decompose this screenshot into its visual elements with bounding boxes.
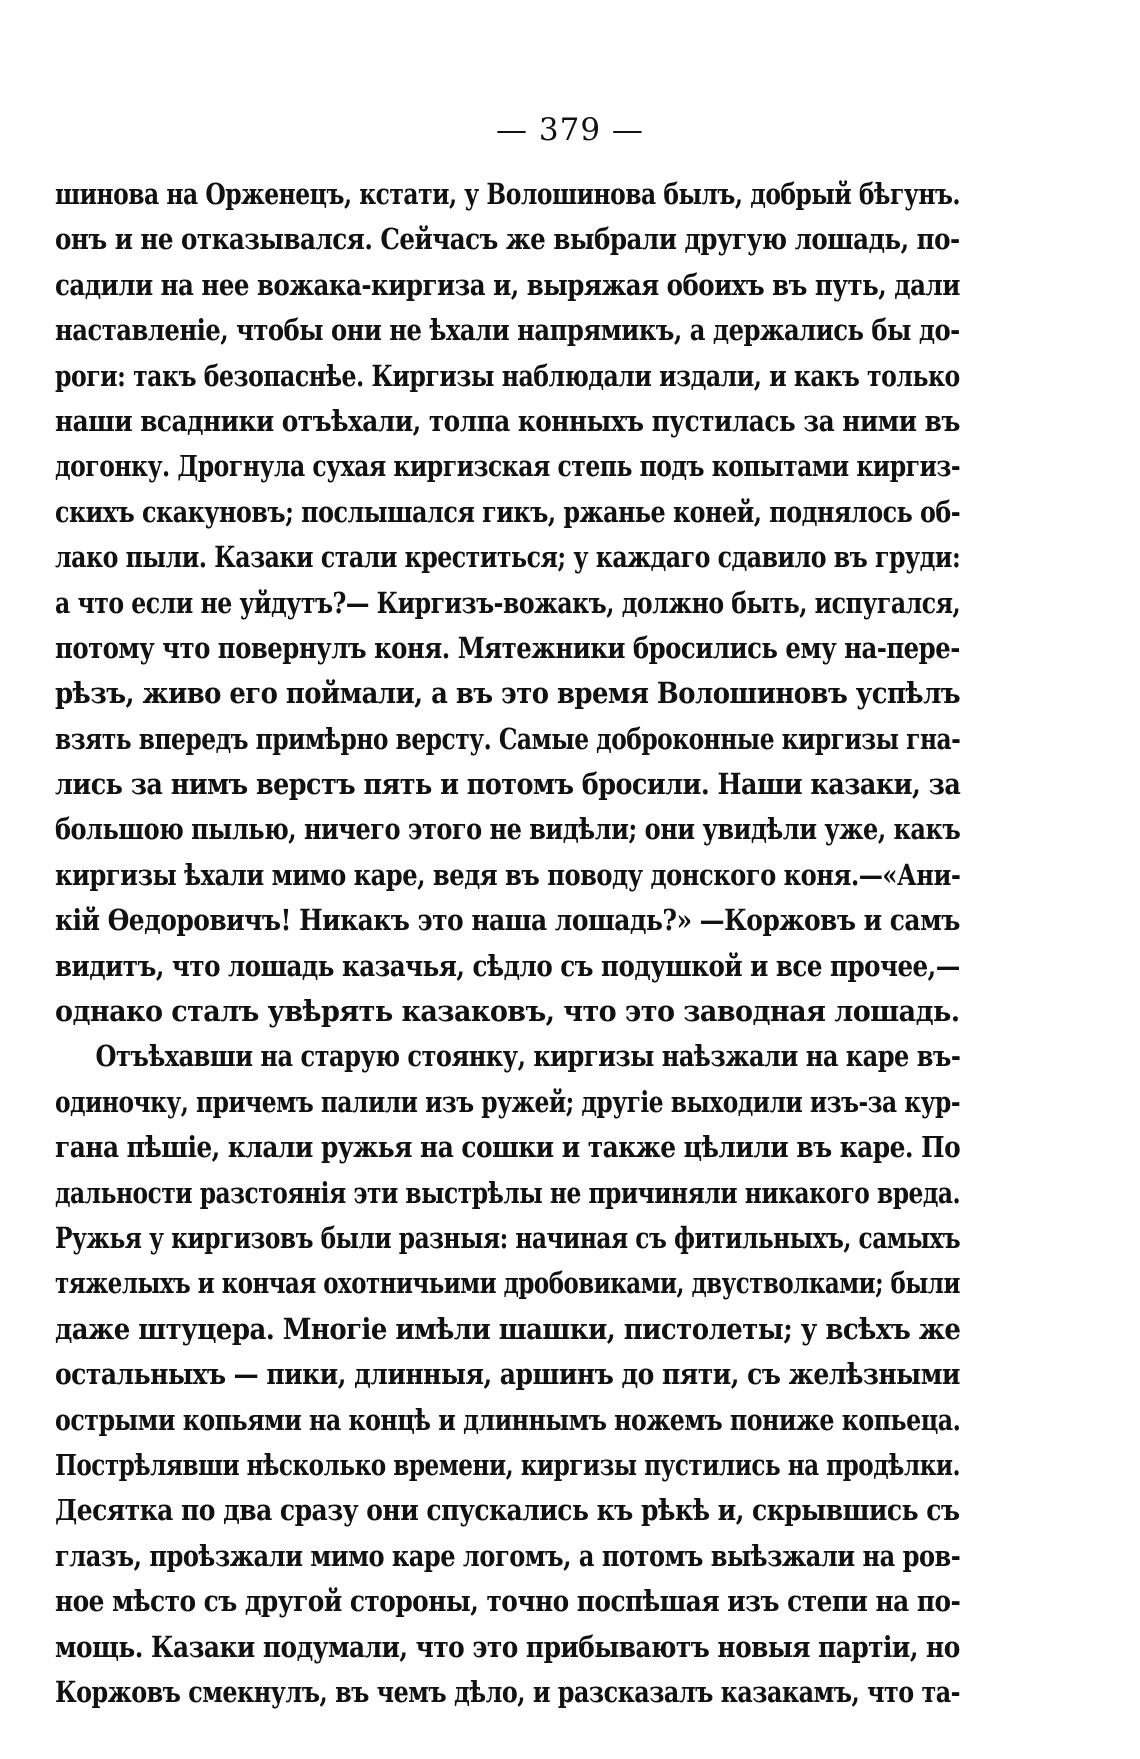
text-line: ное мѣсто съ другой стороны, точно поспѣшая изъ степи на по- (55, 1584, 961, 1619)
text-line: Десятка по два сразу они спускались къ рѣкѣ и, скрывшись съ (55, 1493, 960, 1528)
text-line: потому что повернулъ коня. Мятежники бросились ему на-пере- (55, 630, 960, 665)
text-line: даже штуцера. Многіе имѣли шашки, пистолеты; у всѣхъ же (55, 1311, 961, 1346)
text-line: онъ и не отказывался. Сейчасъ же выбрали другую лошадь, по- (55, 222, 960, 257)
text-line: остальныхъ — пики, длинныя, аршинъ до пяти, съ желѣзными (55, 1357, 960, 1392)
text-line: глазъ, проѣзжали мимо каре логомъ, а потомъ выѣзжали на ров- (55, 1538, 961, 1573)
text-line: Отъѣхавши на старую стоянку, киргизы наѣзжали на каре въ- (95, 1039, 961, 1074)
body-text (55, 172, 960, 1715)
text-line: шинова на Орженецъ, кстати, у Волошинова былъ, добрый бѣгунъ. (55, 177, 961, 211)
text-line: лако пыли. Казаки стали креститься; у каждаго сдавило въ груди: (55, 540, 961, 575)
text-line: рѣзъ, живо его поймали, а въ это время Волошиновъ успѣлъ (55, 676, 961, 711)
page-number: — 379 — (496, 112, 644, 148)
text-line: гана пѣшіе, клали ружья на сошки и также цѣлили въ каре. По (55, 1130, 961, 1165)
text-line: взять впередъ примѣрно версту. Самые доброконные киргизы гна- (55, 721, 961, 756)
text-line: лись за нимъ верстъ пять и потомъ бросили. Наши казаки, за (55, 767, 961, 802)
text-line: роги: такъ безопаснѣе. Киргизы наблюдали издали, и какъ только (55, 358, 960, 393)
text-line: догонку. Дрогнула сухая киргизская степь подъ копытами киргиз- (55, 449, 961, 484)
text-line: одиночку, причемъ палили изъ ружей; другіе выходили изъ-за кур- (55, 1084, 961, 1119)
text-line: острыми копьями на концѣ и длиннымъ ножемъ пониже копьеца. (55, 1402, 961, 1437)
text-line: большою пылью, ничего этого не видѣли; они увидѣли уже, какъ (55, 812, 961, 847)
text-line: скихъ скакуновъ; послышался гикъ, ржанье коней, поднялось об- (55, 494, 961, 529)
text-line: Коржовъ смекнулъ, въ чемъ дѣло, и разсказалъ казакамъ, что та- (55, 1674, 961, 1709)
text-line: кій Ѳедоровичъ! Никакъ это наша лошадь?» —Коржовъ и самъ (55, 903, 960, 938)
text-line: садили на нее вожака-киргиза и, выряжая обоихъ въ путь, дали (55, 267, 960, 302)
text-line: наставленіе, чтобы они не ѣхали напрямикъ, а держались бы до- (55, 313, 960, 348)
text-line: дальности разстоянія эти выстрѣлы не причиняли никакого вреда. (55, 1175, 961, 1210)
text-line: тяжелыхъ и кончая охотничьими дробовиками, двустволками; были (55, 1266, 960, 1301)
text-line: видитъ, что лошадь казачья, сѣдло съ подушкой и все прочее,— (55, 948, 960, 983)
text-line: однако сталъ увѣрять казаковъ, что это заводная лошадь. (55, 994, 960, 1029)
text-line: мощь. Казаки подумали, что это прибываютъ новыя партіи, но (55, 1629, 960, 1664)
text-line: Ружья у киргизовъ были разныя: начиная съ фитильныхъ, самыхъ (55, 1220, 961, 1255)
text-line: наши всадники отъѣхали, толпа конныхъ пустилась за ними въ (55, 403, 960, 438)
text-line: а что если не уйдутъ?— Киргизъ-вожакъ, должно быть, испугался, (55, 585, 961, 620)
text-line: киргизы ѣхали мимо каре, ведя въ поводу донского коня.—«Ани- (55, 857, 961, 892)
text-line: Пострѣлявши нѣсколько времени, киргизы пустились на продѣлки. (55, 1447, 961, 1482)
